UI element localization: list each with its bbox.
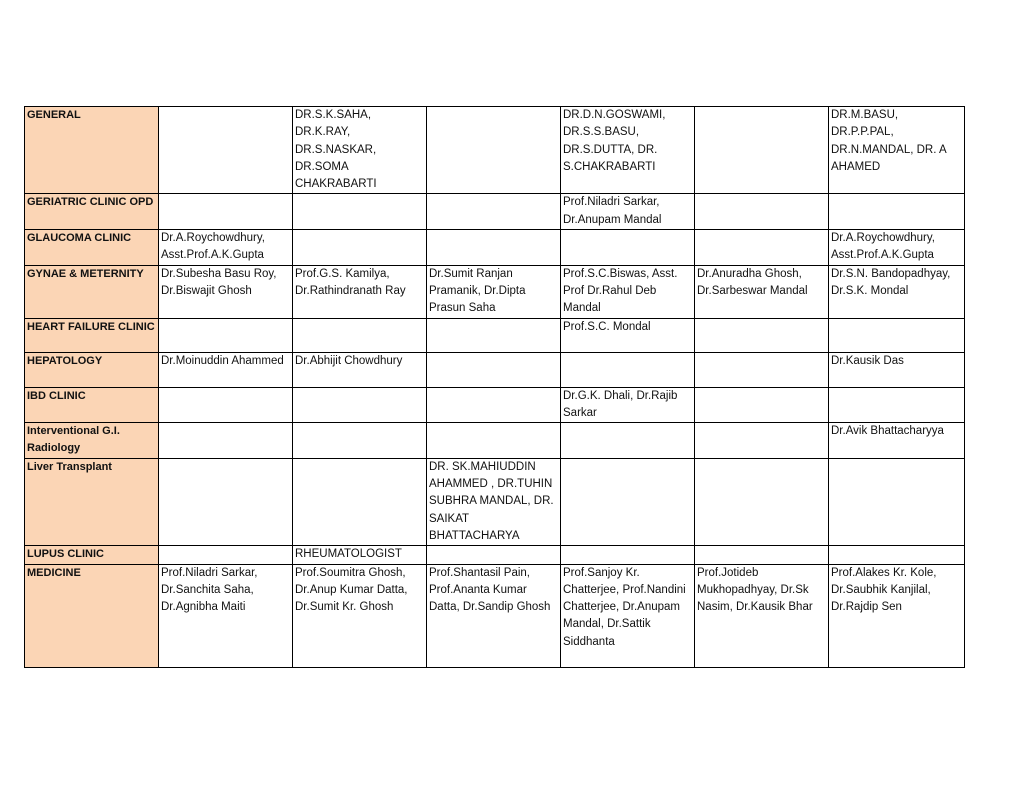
- department-cell: IBD CLINIC: [25, 387, 159, 423]
- department-cell: GENERAL: [25, 107, 159, 194]
- doctor-cell: [829, 194, 965, 230]
- doctor-cell: Dr.G.K. Dhali, Dr.Rajib Sarkar: [561, 387, 695, 423]
- doctor-cell: [695, 230, 829, 266]
- doctor-cell: Prof.Niladri Sarkar, Dr.Sanchita Saha, Dr.Agnibha Maiti: [159, 564, 293, 667]
- doctor-cell: Dr.Sumit Ranjan Pramanik, Dr.Dipta Prasun Saha: [427, 265, 561, 318]
- doctor-cell: [561, 230, 695, 266]
- doctor-cell: [293, 318, 427, 352]
- table-row: [25, 387, 965, 423]
- doctor-roster-table: [24, 106, 965, 668]
- doctor-cell: [293, 194, 427, 230]
- department-cell: GERIATRIC CLINIC OPD: [25, 194, 159, 230]
- doctor-cell: Dr.Avik Bhattacharyya: [829, 423, 965, 459]
- table-row: [25, 230, 965, 266]
- doctor-cell: [159, 458, 293, 545]
- doctor-cell: Prof.Soumitra Ghosh, Dr.Anup Kumar Datta, Dr.Sumit Kr. Ghosh: [293, 564, 427, 667]
- doctor-cell: Dr.A.Roychowdhury, Asst.Prof.A.K.Gupta: [159, 230, 293, 266]
- doctor-cell: [829, 387, 965, 423]
- doctor-cell: [695, 318, 829, 352]
- doctor-cell: [427, 352, 561, 387]
- table-row: [25, 265, 965, 318]
- doctor-cell: [829, 546, 965, 564]
- doctor-cell: [829, 318, 965, 352]
- doctor-cell: Prof.Sanjoy Kr. Chatterjee, Prof.Nandini Chatterjee, Dr.Anupam Mandal, Dr.Sattik Siddhanta: [561, 564, 695, 667]
- doctor-cell: Prof.S.C.Biswas, Asst. Prof Dr.Rahul Deb Mandal: [561, 265, 695, 318]
- doctor-cell: DR.M.BASU, DR.P.P.PAL, DR.N.MANDAL, DR. A AHAMED: [829, 107, 965, 194]
- doctor-cell: DR.D.N.GOSWAMI, DR.S.S.BASU, DR.S.DUTTA, DR. S.CHAKRABARTI: [561, 107, 695, 194]
- doctor-cell: Dr.Moinuddin Ahammed: [159, 352, 293, 387]
- doctor-cell: Dr.Abhijit Chowdhury: [293, 352, 427, 387]
- table-row: [25, 546, 965, 564]
- doctor-cell: [561, 352, 695, 387]
- doctor-cell: Dr.Kausik Das: [829, 352, 965, 387]
- doctor-cell: [427, 230, 561, 266]
- doctor-cell: Dr.Anuradha Ghosh, Dr.Sarbeswar Mandal: [695, 265, 829, 318]
- doctor-cell: [293, 458, 427, 545]
- doctor-cell: DR.S.K.SAHA, DR.K.RAY, DR.S.NASKAR, DR.SOMA CHAKRABARTI: [293, 107, 427, 194]
- doctor-cell: [695, 458, 829, 545]
- doctor-cell: [695, 107, 829, 194]
- doctor-cell: [561, 458, 695, 545]
- doctor-cell: Prof.S.C. Mondal: [561, 318, 695, 352]
- department-cell: LUPUS CLINIC: [25, 546, 159, 564]
- doctor-cell: [427, 546, 561, 564]
- doctor-cell: [159, 194, 293, 230]
- doctor-cell: [829, 458, 965, 545]
- table-row: [25, 194, 965, 230]
- department-cell: HEPATOLOGY: [25, 352, 159, 387]
- doctor-cell: [293, 230, 427, 266]
- doctor-cell: [427, 194, 561, 230]
- doctor-cell: [427, 318, 561, 352]
- doctor-cell: [695, 387, 829, 423]
- doctor-cell: [159, 107, 293, 194]
- doctor-cell: [159, 423, 293, 459]
- table-row: [25, 423, 965, 459]
- doctor-cell: [427, 423, 561, 459]
- doctor-cell: [293, 423, 427, 459]
- doctor-cell: [293, 387, 427, 423]
- doctor-cell: [159, 318, 293, 352]
- doctor-cell: Prof.Alakes Kr. Kole, Dr.Saubhik Kanjilal, Dr.Rajdip Sen: [829, 564, 965, 667]
- doctor-cell: [159, 387, 293, 423]
- doctor-cell: Prof.Jotideb Mukhopadhyay, Dr.Sk Nasim, Dr.Kausik Bhar: [695, 564, 829, 667]
- department-cell: HEART FAILURE CLINIC: [25, 318, 159, 352]
- doctor-cell: [695, 194, 829, 230]
- doctor-cell: [427, 107, 561, 194]
- doctor-cell: RHEUMATOLOGIST: [293, 546, 427, 564]
- table-row: [25, 318, 965, 352]
- doctor-cell: [561, 423, 695, 459]
- table-row: [25, 352, 965, 387]
- doctor-cell: [695, 352, 829, 387]
- doctor-cell: [561, 546, 695, 564]
- doctor-cell: [159, 546, 293, 564]
- doctor-cell: [427, 387, 561, 423]
- doctor-cell: Dr.S.N. Bandopadhyay, Dr.S.K. Mondal: [829, 265, 965, 318]
- doctor-cell: [695, 423, 829, 459]
- doctor-cell: Prof.G.S. Kamilya, Dr.Rathindranath Ray: [293, 265, 427, 318]
- department-cell: GYNAE & METERNITY: [25, 265, 159, 318]
- doctor-cell: [695, 546, 829, 564]
- doctor-cell: Dr.A.Roychowdhury, Asst.Prof.A.K.Gupta: [829, 230, 965, 266]
- roster-body: [25, 107, 965, 668]
- department-cell: Interventional G.I. Radiology: [25, 423, 159, 459]
- table-row: [25, 564, 965, 667]
- department-cell: MEDICINE: [25, 564, 159, 667]
- table-row: [25, 107, 965, 194]
- doctor-cell: DR. SK.MAHIUDDIN AHAMMED , DR.TUHIN SUBHRA MANDAL, DR. SAIKAT BHATTACHARYA: [427, 458, 561, 545]
- doctor-cell: Dr.Subesha Basu Roy, Dr.Biswajit Ghosh: [159, 265, 293, 318]
- department-cell: Liver Transplant: [25, 458, 159, 545]
- department-cell: GLAUCOMA CLINIC: [25, 230, 159, 266]
- table-row: [25, 458, 965, 545]
- doctor-cell: Prof.Niladri Sarkar, Dr.Anupam Mandal: [561, 194, 695, 230]
- doctor-cell: Prof.Shantasil Pain, Prof.Ananta Kumar Datta, Dr.Sandip Ghosh: [427, 564, 561, 667]
